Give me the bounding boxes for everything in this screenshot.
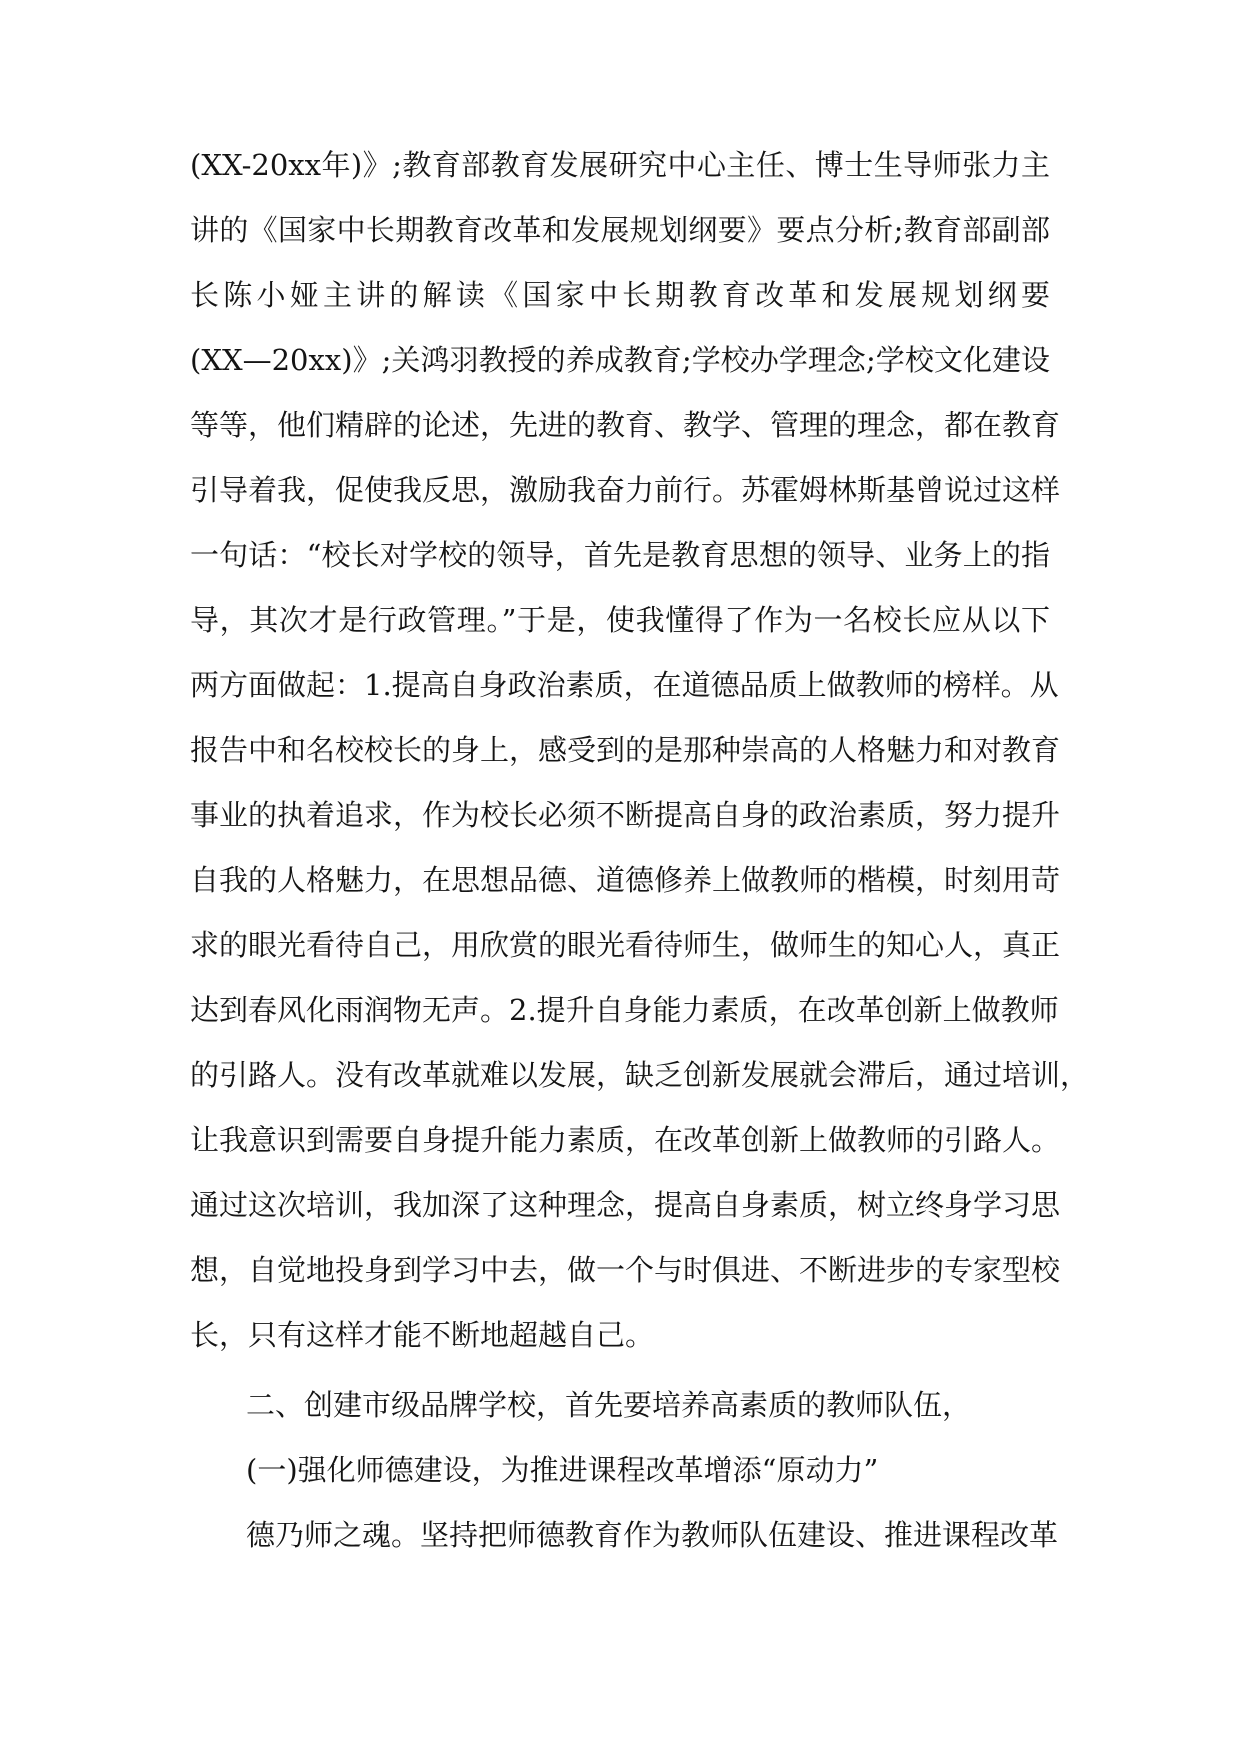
paragraph-line: (XX-20xx年)》;教育部教育发展研究中心主任、博士生导师张力主 <box>190 148 1050 182</box>
paragraph-line: 事业的执着追求，作为校长必须不断提高自身的政治素质，努力提升 <box>190 798 1061 832</box>
paragraph-line: 引导着我，促使我反思，激励我奋力前行。苏霍姆林斯基曾说过这样 <box>190 473 1061 507</box>
paragraph-line: 德乃师之魂。坚持把师德教育作为教师队伍建设、推进课程改革 <box>246 1518 1059 1552</box>
subsection-heading: (一)强化师德建设，为推进课程改革增添“原动力” <box>246 1453 879 1487</box>
paragraph-line: (XX—20xx)》;关鸿羽教授的养成教育;学校办学理念;学校文化建设 <box>190 343 1050 377</box>
paragraph-line: 的引路人。没有改革就难以发展，缺乏创新发展就会滞后，通过培训， <box>190 1058 1090 1092</box>
paragraph-line: 让我意识到需要自身提升能力素质，在改革创新上做教师的引路人。 <box>190 1123 1061 1157</box>
paragraph-line: 求的眼光看待自己，用欣赏的眼光看待师生，做师生的知心人，真正 <box>190 928 1061 962</box>
section-heading: 二、创建市级品牌学校，首先要培养高素质的教师队伍， <box>246 1388 972 1422</box>
paragraph-line: 通过这次培训，我加深了这种理念，提高自身素质，树立终身学习思 <box>190 1188 1061 1222</box>
paragraph-line: 一句话：“校长对学校的领导，首先是教育思想的领导、业务上的指 <box>190 538 1050 572</box>
paragraph-line: 报告中和名校校长的身上，感受到的是那种崇高的人格魅力和对教育 <box>190 733 1061 767</box>
paragraph-line: 导，其次才是行政管理。”于是，使我懂得了作为一名校长应从以下 <box>190 603 1050 637</box>
paragraph-line: 达到春风化雨润物无声。2.提升自身能力素质，在改革创新上做教师 <box>190 993 1059 1027</box>
paragraph-line: 两方面做起：1.提高自身政治素质，在道德品质上做教师的榜样。从 <box>190 668 1059 702</box>
paragraph-line: 自我的人格魅力，在思想品德、道德修养上做教师的楷模，时刻用苛 <box>190 863 1061 897</box>
paragraph-line: 讲的《国家中长期教育改革和发展规划纲要》要点分析;教育部副部 <box>190 213 1050 247</box>
paragraph-line: 长，只有这样才能不断地超越自己。 <box>190 1318 655 1352</box>
paragraph-line: 想，自觉地投身到学习中去，做一个与时俱进、不断进步的专家型校 <box>190 1253 1061 1287</box>
paragraph-line: 长陈小娅主讲的解读《国家中长期教育改革和发展规划纲要 <box>190 278 1050 312</box>
paragraph-line: 等等，他们精辟的论述，先进的教育、教学、管理的理念，都在教育 <box>190 408 1061 442</box>
